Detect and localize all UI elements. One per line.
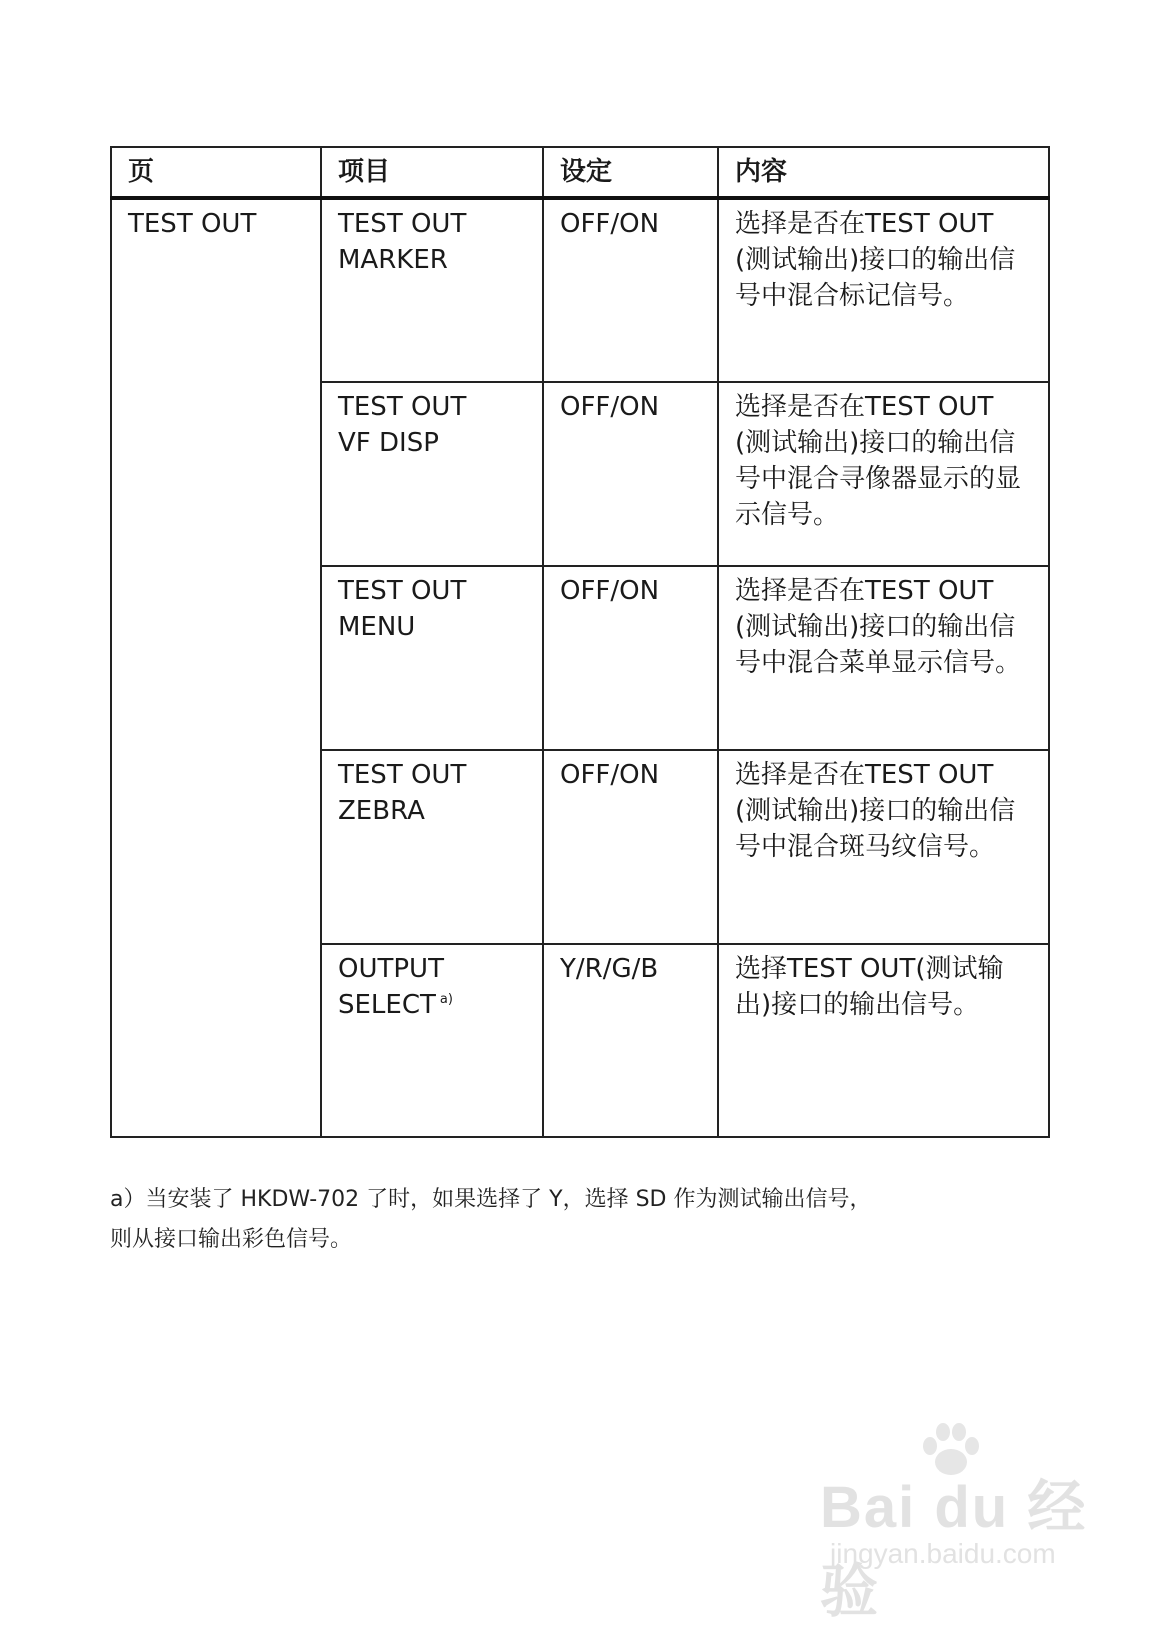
header-setting: 设定 xyxy=(543,147,718,198)
content-cell: 选择是否在TEST OUT (测试输出)接口的输出信 号中混合寻像器显示的显 示信号。 xyxy=(718,382,1049,566)
footnote-line: 则从接口输出彩色信号。 xyxy=(110,1227,353,1252)
footnote xyxy=(110,1180,1070,1260)
page-cell: TEST OUT xyxy=(111,198,321,1137)
baidu-watermark xyxy=(820,1420,1120,1624)
header-page: 页 xyxy=(111,147,321,198)
header-content: 内容 xyxy=(718,147,1049,198)
item-cell: TEST OUT VF DISP xyxy=(321,382,543,566)
content-cell: 选择是否在TEST OUT (测试输出)接口的输出信 号中混合菜单显示信号。 xyxy=(718,566,1049,750)
setting-cell: OFF/ON xyxy=(543,750,718,944)
setting-cell: OFF/ON xyxy=(543,198,718,382)
footnote-marker: a) xyxy=(439,992,453,1008)
table-header-row xyxy=(111,147,1049,198)
footnote-line: a）当安装了 HKDW-702 了时，如果选择了 Y，选择 SD 作为测试输出信号， xyxy=(110,1187,872,1212)
item-cell: TEST OUT MENU xyxy=(321,566,543,750)
setting-cell: OFF/ON xyxy=(543,382,718,566)
settings-table xyxy=(110,146,1050,1138)
content-cell: 选择是否在TEST OUT (测试输出)接口的输出信 号中混合斑马纹信号。 xyxy=(718,750,1049,944)
item-cell: OUTPUT SELECT $^{a)}$ xyxy=(321,944,543,1137)
watermark-text: Bai du 经验 xyxy=(820,1475,1088,1624)
item-cell: TEST OUT MARKER xyxy=(321,198,543,382)
content-cell: 选择TEST OUT(测试输 出)接口的输出信号。 xyxy=(718,944,1049,1137)
setting-cell: Y/R/G/B xyxy=(543,944,718,1137)
setting-cell: OFF/ON xyxy=(543,566,718,750)
watermark-url: jingyan.baidu.com xyxy=(830,1538,1056,1569)
content-cell: 选择是否在TEST OUT (测试输出)接口的输出信 号中混合标记信号。 xyxy=(718,198,1049,382)
header-item: 项目 xyxy=(321,147,543,198)
item-cell: TEST OUT ZEBRA xyxy=(321,750,543,944)
table-row xyxy=(111,198,1049,382)
